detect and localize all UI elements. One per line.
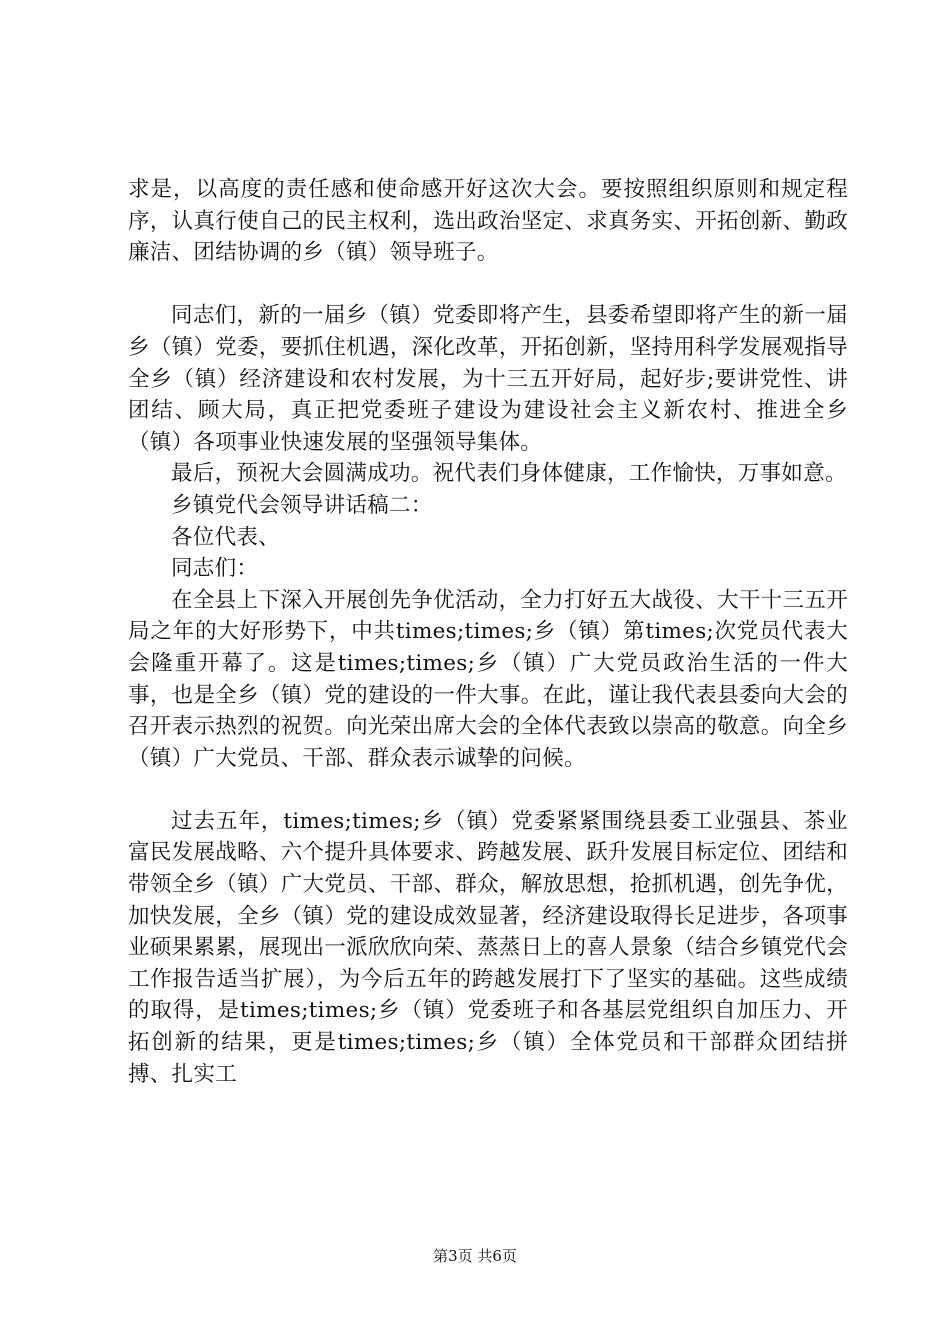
paragraph-closing-wishes: 最后，预祝大会圆满成功。祝代表们身体健康，工作愉快，万事如意。	[171, 461, 847, 487]
salutation-comrades: 同志们：	[171, 556, 259, 582]
paragraph-continuation: 求是，以高度的责任感和使命感开好这次大会。要按照组织原则和规定程序，认真行使自己的民主权利，选出政治坚定、求真务实、开拓创新、勤政廉洁、团结协调的乡（镇）领导班子。	[128, 177, 848, 266]
page-number-footer: 第3页 共6页	[433, 1247, 517, 1265]
document-body	[128, 174, 848, 1090]
paragraph-comrades: 同志们，新的一届乡（镇）党委即将产生，县委希望即将产生的新一届乡（镇）党委，要抓住机遇，深化改革，开拓创新，坚持用科学发展观指导全乡（镇）经济建设和农村发展，为十三五开好局，起好步;要讲党性、讲团结、顾大局，真正把党委班子建设为建设社会主义新农村、推进全乡（镇）各项事业快速发展的坚强领导集体。	[128, 303, 848, 455]
paragraph-opening: 在全县上下深入开展创先争优活动，全力打好五大战役、大干十三五开局之年的大好形势下，中共times;times;乡（镇）第times;次党员代表大会隆重开幕了。这是times;times;乡（镇）广大党员政治生活的一件大事，也是全乡（镇）党的建设的一件大事。在此，谨让我代表县委向大会的召开表示热烈的祝贺。向光荣出席大会的全体代表致以崇高的敬意。向全乡（镇）广大党员、干部、群众表示诚挚的问候。	[128, 587, 848, 771]
section-heading-speech-two: 乡镇党代会领导讲话稿二：	[171, 492, 433, 518]
salutation-delegates: 各位代表、	[171, 524, 281, 550]
paragraph-past-five-years: 过去五年，times;times;乡（镇）党委紧紧围绕县委工业强县、茶业富民发展战略、六个提升具体要求、跨越发展、跃升发展目标定位、团结和带领全乡（镇）广大党员、干部、群众，解放思想，抢抓机遇，创先争优，加快发展，全乡（镇）党的建设成效显著，经济建设取得长足进步，各项事业硕果累累，展现出一派欣欣向荣、蒸蒸日上的喜人景象（结合乡镇党代会工作报告适当扩展），为今后五年的跨越发展打下了坚实的基础。这些成绩的取得，是times;times;乡（镇）党委班子和各基层党组织自加压力、开拓创新的结果，更是times;times;乡（镇）全体党员和干部群众团结拼搏、扎实工	[128, 808, 848, 1087]
